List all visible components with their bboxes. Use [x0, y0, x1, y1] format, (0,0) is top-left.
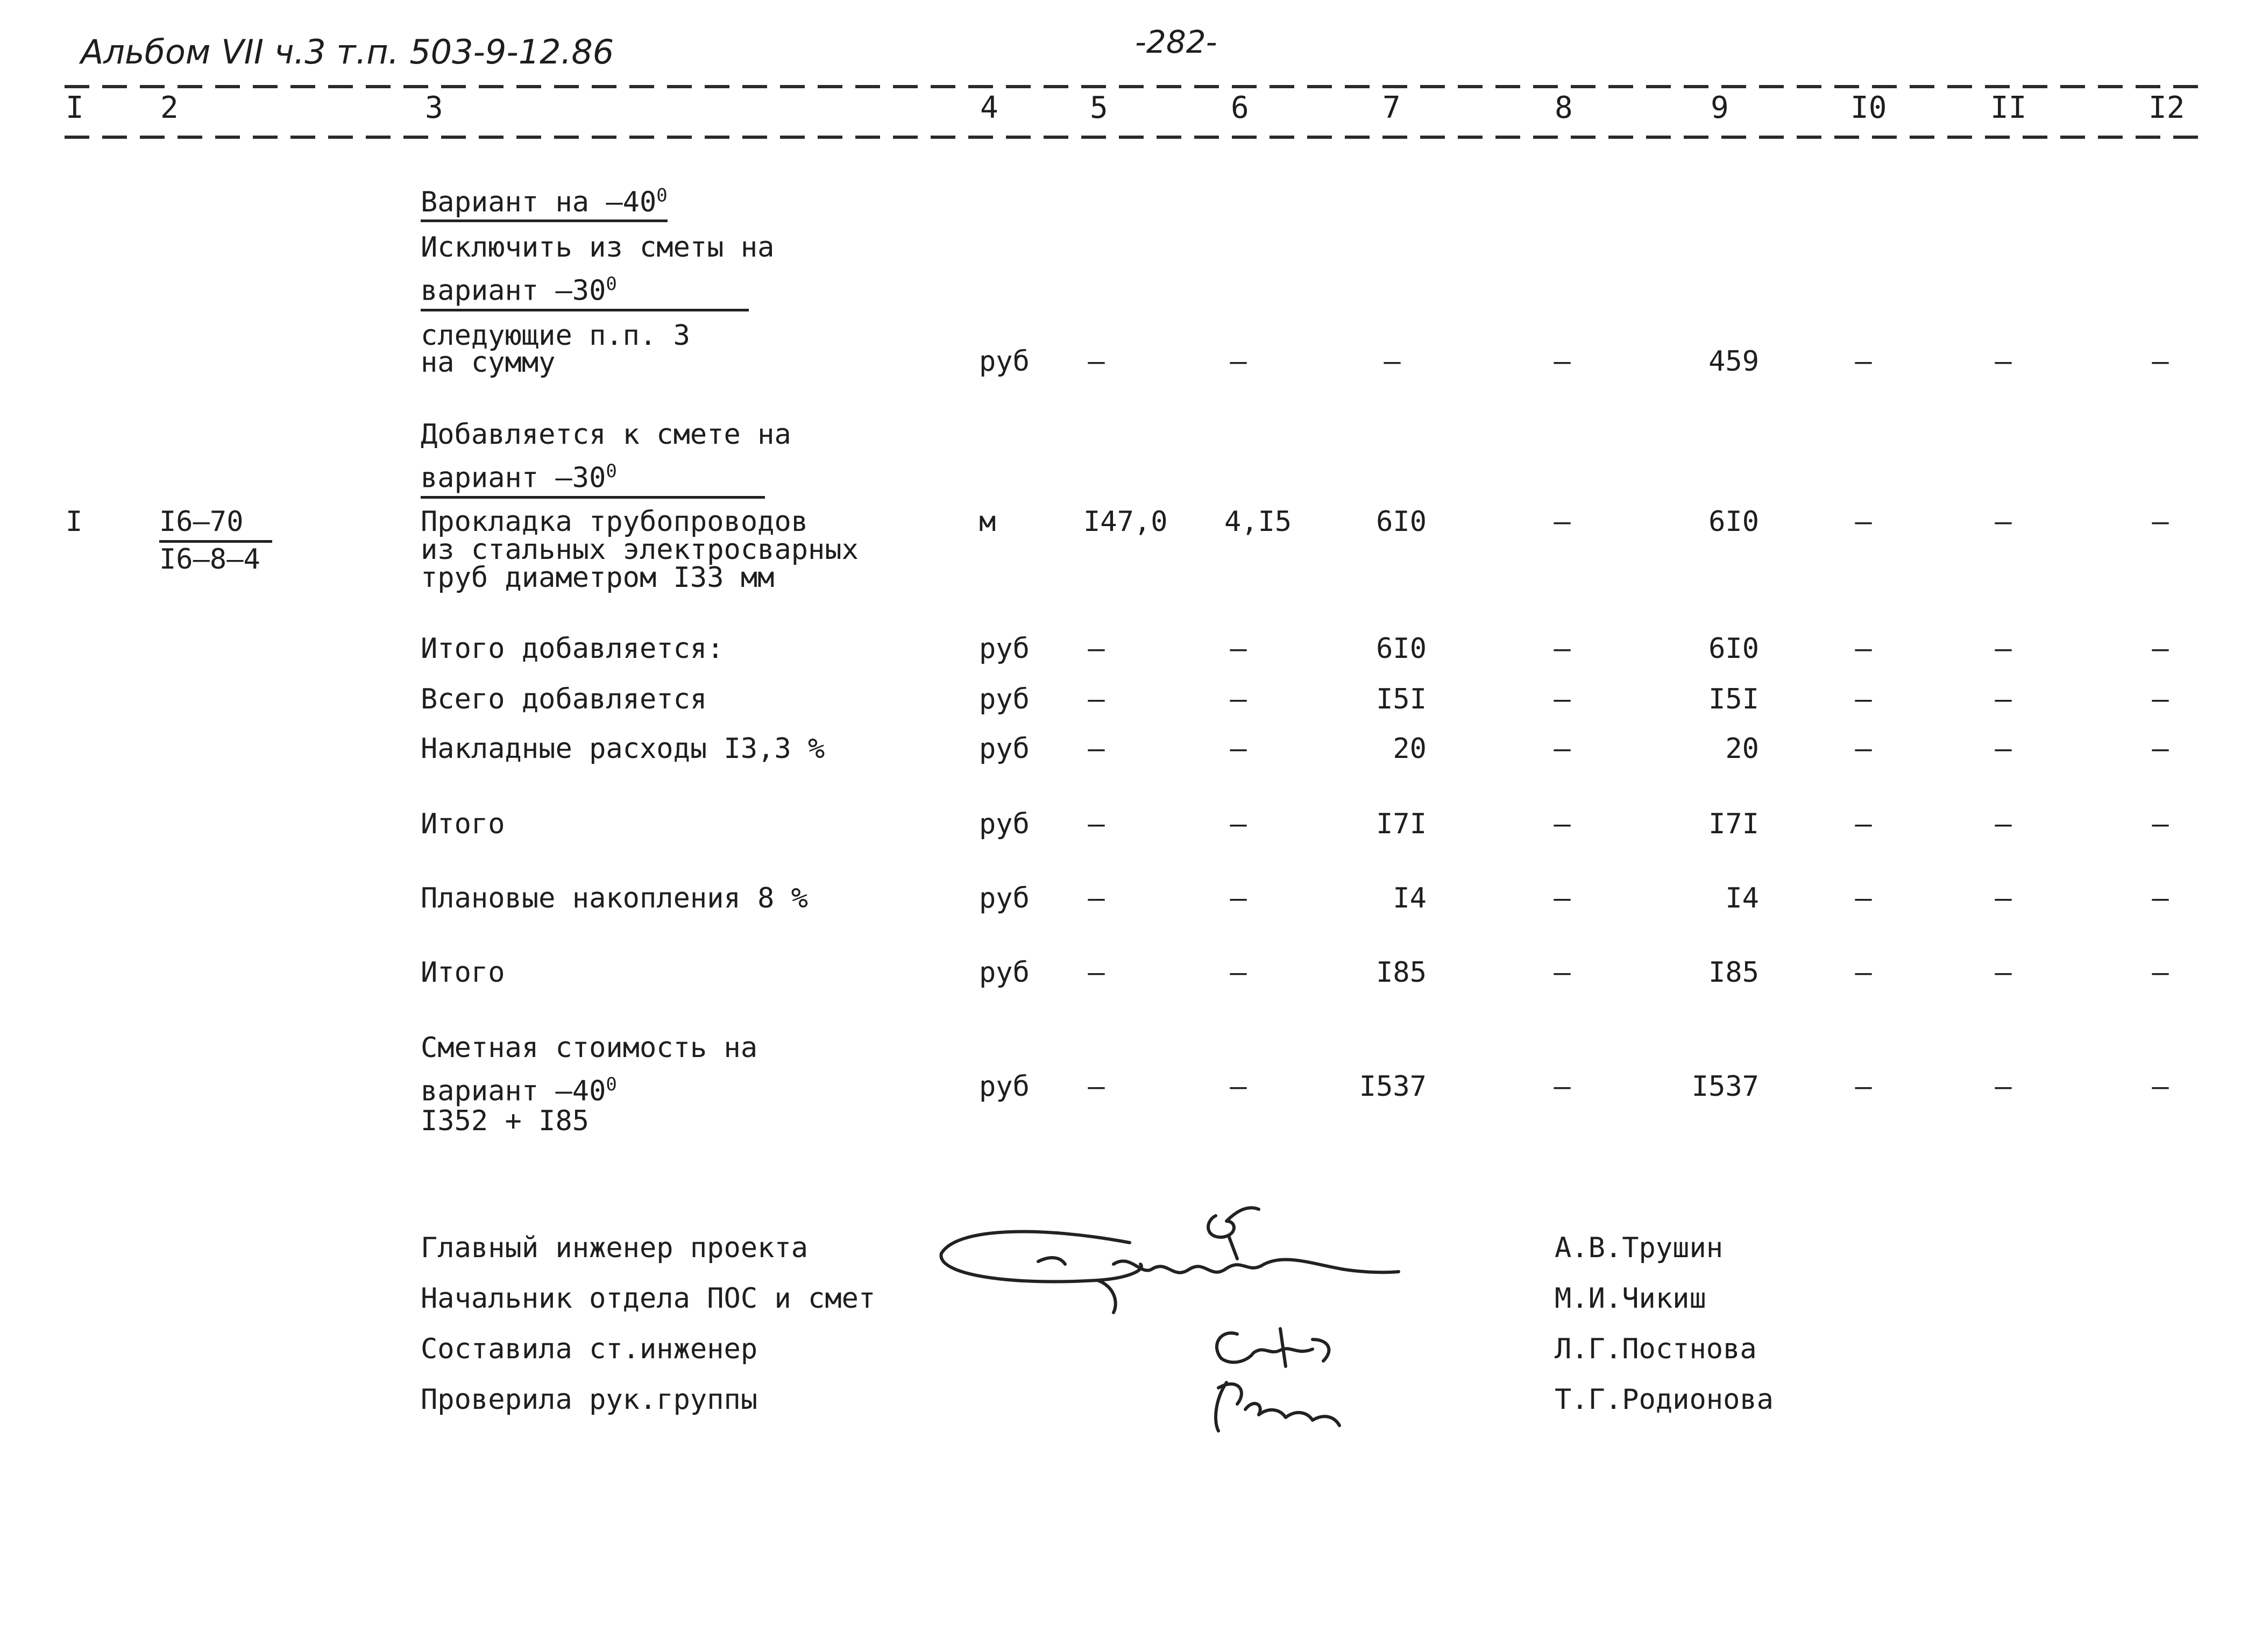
row-total-added-c9: 6I0: [1708, 633, 1759, 665]
row-item1-c11: –: [1995, 506, 2012, 538]
row-total-added-c8: –: [1554, 633, 1571, 665]
col-header-7: 7: [1382, 90, 1401, 125]
row-estimate-c7: I537: [1359, 1070, 1427, 1103]
row-total1-c9: I7I: [1708, 808, 1759, 840]
row-planned-label: Плановые накопления 8 %: [421, 882, 809, 914]
row-estimate-c8: –: [1554, 1070, 1571, 1103]
col-header-11: II: [1990, 90, 2027, 125]
signature-scribbles: [936, 1205, 1463, 1452]
row-total-added-c5: –: [1088, 633, 1105, 665]
add-line2: вариант $-30^0$: [421, 453, 765, 499]
col-header-8: 8: [1555, 90, 1573, 125]
signature-role-2: Начальник отдела ПОС и смет: [421, 1282, 876, 1315]
row-all-added-c7: I5I: [1376, 683, 1427, 715]
row-total2-c12: –: [2152, 956, 2169, 989]
row-estimate-label3: I352 + I85: [421, 1105, 590, 1137]
exclude-line2: вариант $-30^0$: [421, 266, 749, 311]
row-following-c7: –: [1384, 345, 1401, 378]
row-total2-c11: –: [1995, 956, 2012, 989]
row-overhead-c5: –: [1088, 733, 1105, 765]
row-following-c11: –: [1995, 345, 2012, 378]
row-estimate-unit: руб: [979, 1070, 1030, 1103]
row-total2-unit: руб: [979, 956, 1030, 989]
row-all-added-c10: –: [1855, 683, 1872, 715]
row-all-added-c5: –: [1088, 683, 1105, 715]
col-header-4: 4: [980, 90, 998, 125]
row-following-c5: –: [1088, 345, 1105, 378]
col-header-5: 5: [1090, 90, 1108, 125]
row-total2-c5: –: [1088, 956, 1105, 989]
row-item1-c5: I47,0: [1083, 506, 1168, 538]
row-overhead-unit: руб: [979, 733, 1030, 765]
variant-title: [421, 178, 668, 221]
row-following-unit: руб: [979, 345, 1030, 378]
row-overhead-c8: –: [1554, 733, 1571, 765]
header-bottom-rule: [65, 136, 2206, 139]
row-planned-c8: –: [1554, 882, 1571, 914]
row-total2-c7: I85: [1376, 956, 1427, 989]
row-planned-unit: руб: [979, 882, 1030, 914]
row-total2-label: Итого: [421, 956, 505, 989]
row-total-added-label: Итого добавляется:: [421, 633, 724, 665]
row-planned-c10: –: [1855, 882, 1872, 914]
row-item1-c9: 6I0: [1708, 506, 1759, 538]
col-header-3: 3: [425, 90, 443, 125]
row-total2-c6: –: [1230, 956, 1247, 989]
row-item1-c6: 4,I5: [1224, 506, 1292, 538]
row-total-added-c11: –: [1995, 633, 2012, 665]
row-following-c10: –: [1855, 345, 1872, 378]
row-planned-c7: I4: [1393, 882, 1427, 914]
variant-title-text: Вариант на $-40^0$: [421, 186, 668, 222]
album-label: Альбом VII ч.3 т.п. 503-9-12.86: [81, 32, 614, 72]
row-total1-c11: –: [1995, 808, 2012, 840]
signature-name-1: А.В.Трушин: [1555, 1232, 1724, 1264]
signature-role-1: Главный инженер проекта: [421, 1232, 809, 1264]
row-total-added-c10: –: [1855, 633, 1872, 665]
row-overhead-c7: 20: [1393, 733, 1427, 765]
row-item1-num: I: [66, 506, 83, 538]
exclude-line1: Исключить из сметы на: [421, 231, 775, 264]
row-estimate-label2: вариант $-40^0$: [421, 1074, 617, 1108]
following-line2: на сумму: [421, 346, 556, 379]
row-item1-unit: м: [979, 506, 996, 538]
row-estimate-c9: I537: [1691, 1070, 1759, 1103]
row-item1-c12: –: [2152, 506, 2169, 538]
row-planned-c12: –: [2152, 882, 2169, 914]
row-total-added-c12: –: [2152, 633, 2169, 665]
row-estimate-c10: –: [1855, 1070, 1872, 1103]
row-all-added-label: Всего добавляется: [421, 683, 707, 715]
row-estimate-c5: –: [1088, 1070, 1105, 1103]
row-following-c9: 459: [1708, 345, 1759, 378]
col-header-10: I0: [1850, 90, 1887, 125]
signature-name-2: М.И.Чикиш: [1555, 1282, 1706, 1315]
row-total1-unit: руб: [979, 808, 1030, 840]
row-following-c6: –: [1230, 345, 1247, 378]
header-top-rule: [65, 85, 2206, 88]
row-total-added-c6: –: [1230, 633, 1247, 665]
row-total-added-unit: руб: [979, 633, 1030, 665]
add-line1: Добавляется к смете на: [421, 419, 791, 451]
row-following-c8: –: [1554, 345, 1571, 378]
following-line1: следующие п.п. 3: [421, 320, 690, 352]
col-header-6: 6: [1231, 90, 1249, 125]
signature-role-3: Составила ст.инженер: [421, 1333, 758, 1365]
row-estimate-label1: Сметная стоимость на: [421, 1032, 758, 1064]
row-total1-c5: –: [1088, 808, 1105, 840]
row-total1-c6: –: [1230, 808, 1247, 840]
row-planned-c11: –: [1995, 882, 2012, 914]
row-overhead-c11: –: [1995, 733, 2012, 765]
row-overhead-c12: –: [2152, 733, 2169, 765]
row-total1-c12: –: [2152, 808, 2169, 840]
row-overhead-c10: –: [1855, 733, 1872, 765]
row-total1-c7: I7I: [1376, 808, 1427, 840]
row-total1-c10: –: [1855, 808, 1872, 840]
row-all-added-c11: –: [1995, 683, 2012, 715]
row-estimate-c11: –: [1995, 1070, 2012, 1103]
row-item1-c8: –: [1554, 506, 1571, 538]
row-estimate-c12: –: [2152, 1070, 2169, 1103]
row-total2-c10: –: [1855, 956, 1872, 989]
row-total1-label: Итого: [421, 808, 505, 840]
row-item1-code-bottom: I6–8–4: [159, 543, 260, 576]
row-total2-c8: –: [1554, 956, 1571, 989]
row-total-added-c7: 6I0: [1376, 633, 1427, 665]
signature-name-3: Л.Г.Постнова: [1555, 1333, 1757, 1365]
row-planned-c6: –: [1230, 882, 1247, 914]
row-planned-c9: I4: [1725, 882, 1759, 914]
signature-name-4: Т.Г.Родионова: [1555, 1384, 1774, 1416]
row-overhead-label: Накладные расходы I3,3 %: [421, 733, 825, 765]
row-following-c12: –: [2152, 345, 2169, 378]
row-all-added-c6: –: [1230, 683, 1247, 715]
row-item1-desc3: труб диаметром I33 мм: [421, 562, 775, 594]
col-header-12: I2: [2148, 90, 2185, 125]
row-all-added-c9: I5I: [1708, 683, 1759, 715]
row-item1-desc2: из стальных электросварных: [421, 534, 859, 566]
signature-role-4: Проверила рук.группы: [421, 1384, 758, 1416]
row-planned-c5: –: [1088, 882, 1105, 914]
row-item1-code-top: I6–70: [159, 504, 272, 543]
row-all-added-c12: –: [2152, 683, 2169, 715]
row-all-added-unit: руб: [979, 683, 1030, 715]
row-estimate-c6: –: [1230, 1070, 1247, 1103]
col-header-2: 2: [160, 90, 179, 125]
row-item1-c10: –: [1855, 506, 1872, 538]
row-item1-desc1: Прокладка трубопроводов: [421, 506, 809, 538]
col-header-1: I: [66, 90, 84, 125]
row-total1-c8: –: [1554, 808, 1571, 840]
row-all-added-c8: –: [1554, 683, 1571, 715]
col-header-9: 9: [1711, 90, 1729, 125]
row-overhead-c6: –: [1230, 733, 1247, 765]
row-overhead-c9: 20: [1725, 733, 1759, 765]
page-number: -282-: [1135, 24, 1217, 60]
row-item1-c7: 6I0: [1376, 506, 1427, 538]
row-total2-c9: I85: [1708, 956, 1759, 989]
